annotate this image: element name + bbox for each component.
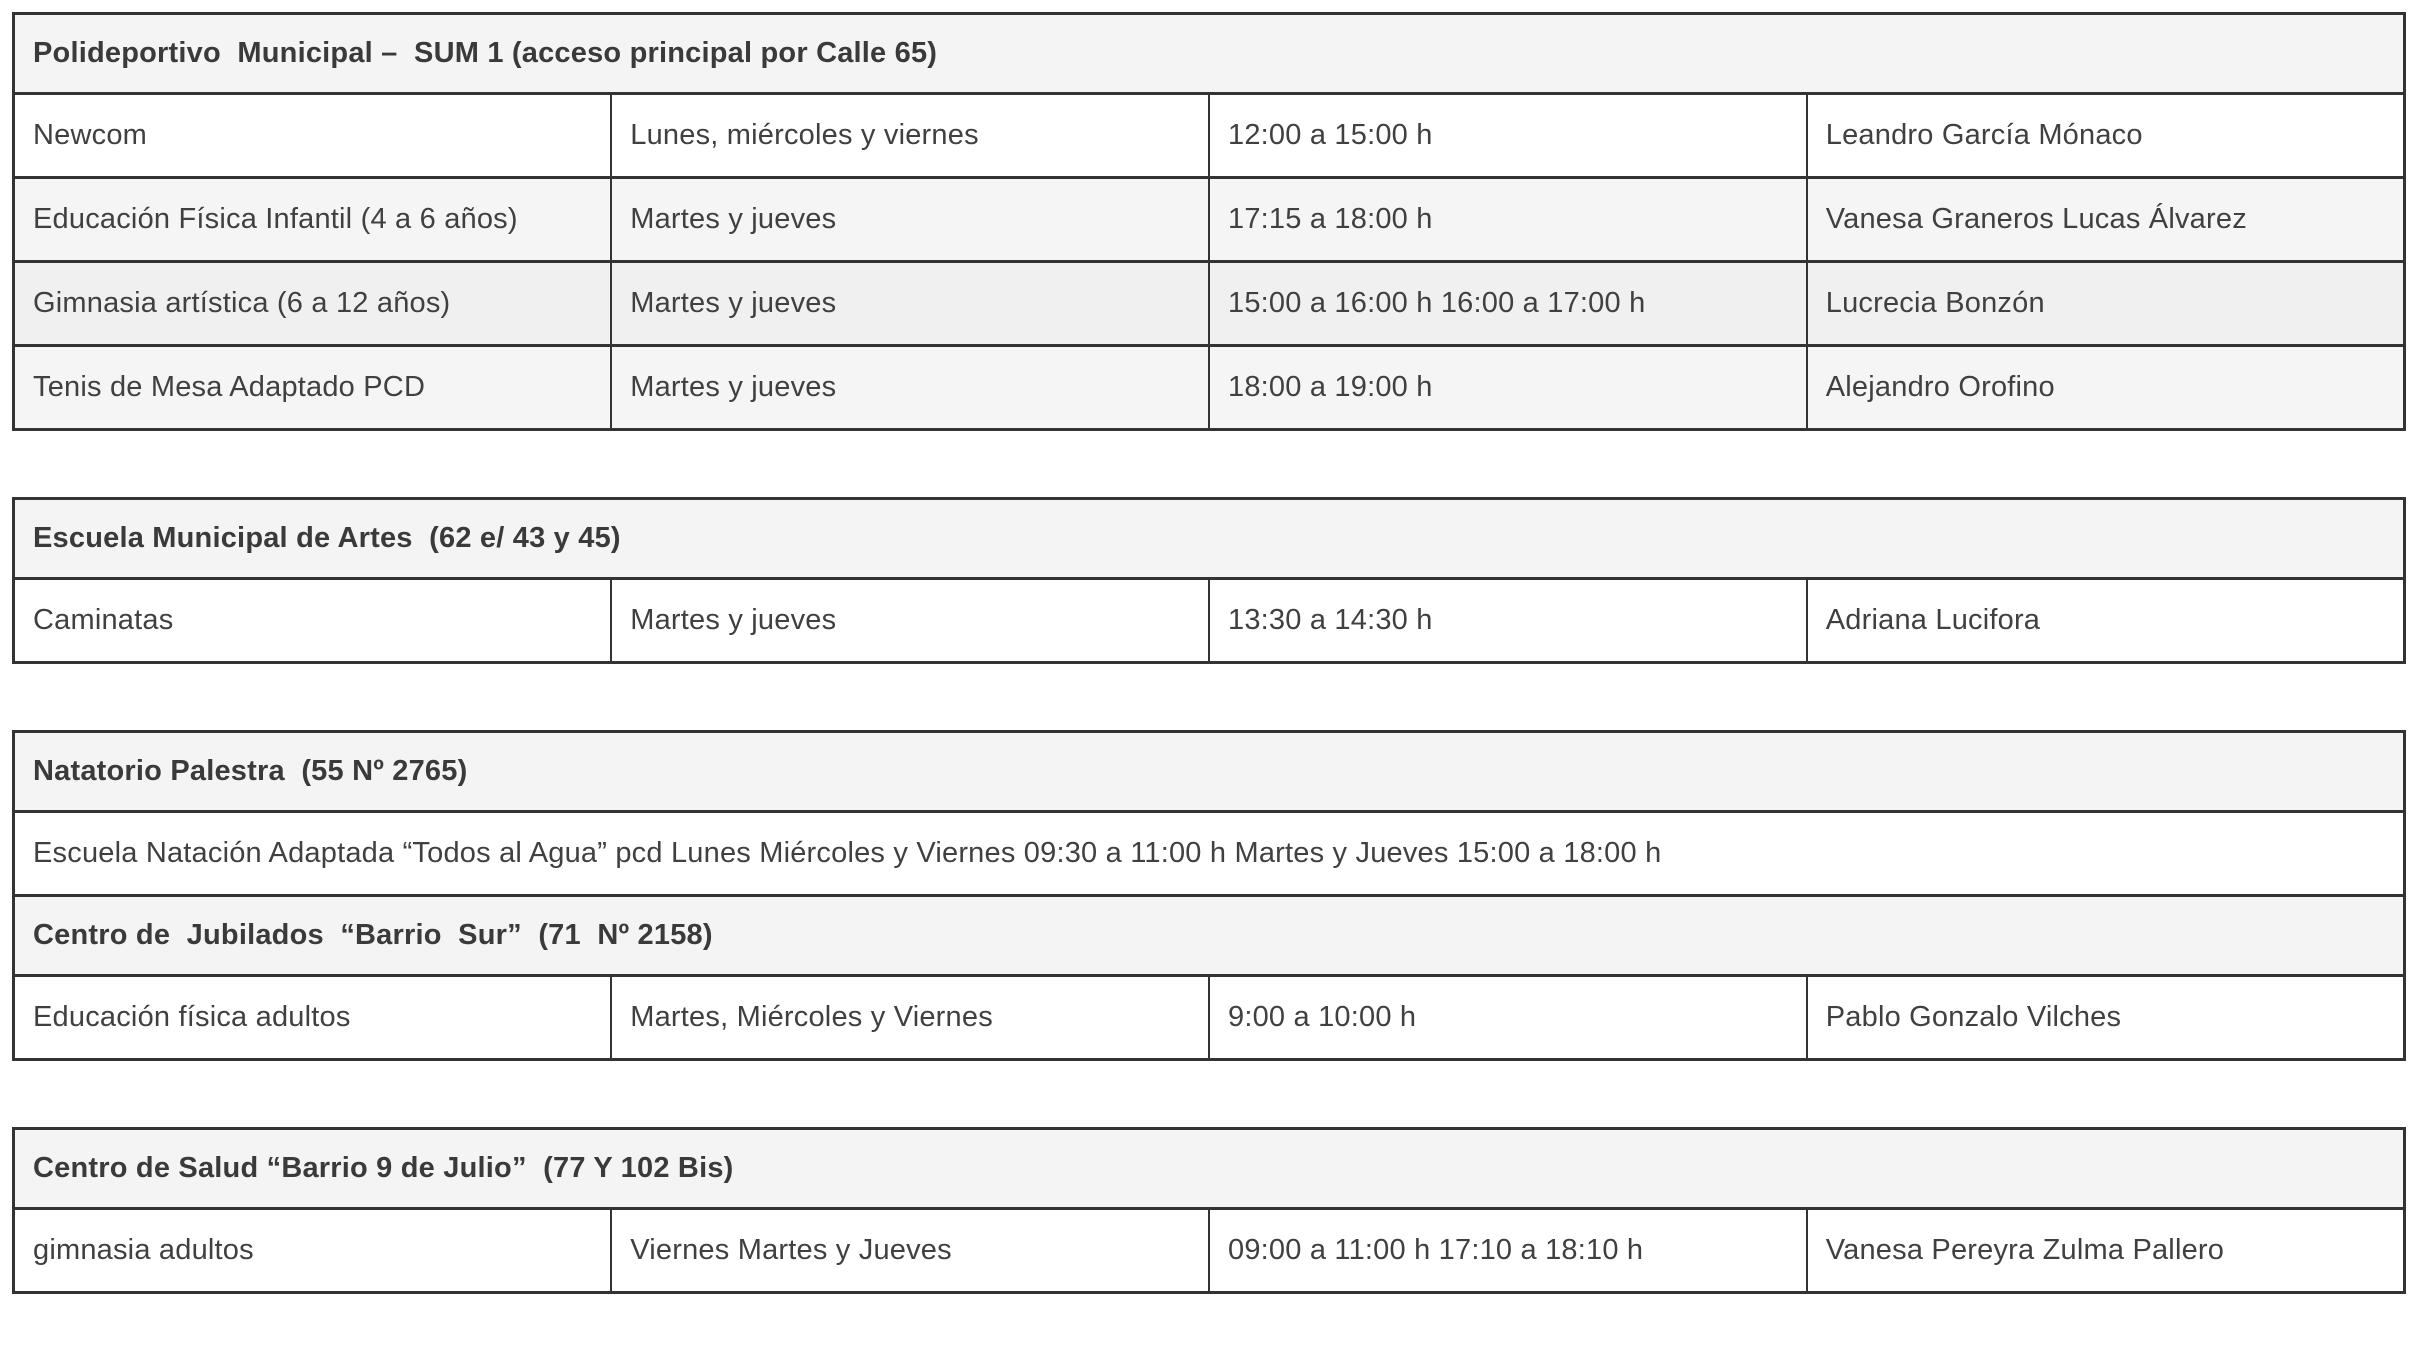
cell-days: Martes y jueves [611,262,1209,346]
venue-title: Polideportivo Municipal – SUM 1 (acceso principal por Calle 65) [14,14,2405,94]
table-row [14,579,2405,663]
table-section-header [14,1129,2405,1209]
cell-activity: gimnasia adultos [14,1209,612,1293]
cell-activity: Educación física adultos [14,976,612,1060]
venue-title: Escuela Municipal de Artes (62 e/ 43 y 45) [14,499,2405,579]
cell-activity: Educación Física Infantil (4 a 6 años) [14,178,612,262]
cell-instructor: Leandro García Mónaco [1807,94,2405,178]
cell-time: 17:15 a 18:00 h [1209,178,1807,262]
venue-title: Centro de Salud “Barrio 9 de Julio” (77 Y 102 Bis) [14,1129,2405,1209]
cell-activity: Tenis de Mesa Adaptado PCD [14,346,612,430]
cell-activity-full: Escuela Natación Adaptada “Todos al Agua” pcd Lunes Miércoles y Viernes 09:30 a 11:00 h Martes y Jueves 15:00 a 18:00 h [14,812,2405,896]
table-row [14,94,2405,178]
cell-time: 13:30 a 14:30 h [1209,579,1807,663]
cell-time: 12:00 a 15:00 h [1209,94,1807,178]
cell-time: 09:00 a 11:00 h 17:10 a 18:10 h [1209,1209,1807,1293]
cell-days: Martes y jueves [611,178,1209,262]
table-row [14,178,2405,262]
table-row [14,262,2405,346]
cell-time: 15:00 a 16:00 h 16:00 a 17:00 h [1209,262,1807,346]
cell-activity: Caminatas [14,579,612,663]
schedule-table-centro-salud [12,1127,2406,1294]
cell-activity: Gimnasia artística (6 a 12 años) [14,262,612,346]
venue-title: Centro de Jubilados “Barrio Sur” (71 Nº 2158) [14,896,2405,976]
schedule-table-polideportivo [12,12,2406,431]
schedule-table-natatorio-jubilados [12,730,2406,1061]
table-row [14,346,2405,430]
table-row-fullwidth [14,812,2405,896]
table-section-header [14,732,2405,812]
table-section-header [14,14,2405,94]
cell-days: Viernes Martes y Jueves [611,1209,1209,1293]
table-row [14,1209,2405,1293]
cell-days: Lunes, miércoles y viernes [611,94,1209,178]
cell-time: 9:00 a 10:00 h [1209,976,1807,1060]
cell-instructor: Vanesa Graneros Lucas Álvarez [1807,178,2405,262]
cell-instructor: Lucrecia Bonzón [1807,262,2405,346]
cell-activity: Newcom [14,94,612,178]
venue-title: Natatorio Palestra (55 Nº 2765) [14,732,2405,812]
cell-time: 18:00 a 19:00 h [1209,346,1807,430]
cell-days: Martes, Miércoles y Viernes [611,976,1209,1060]
table-section-header [14,499,2405,579]
cell-days: Martes y jueves [611,346,1209,430]
table-row [14,976,2405,1060]
schedule-table-escuela-artes [12,497,2406,664]
cell-days: Martes y jueves [611,579,1209,663]
cell-instructor: Pablo Gonzalo Vilches [1807,976,2405,1060]
cell-instructor: Vanesa Pereyra Zulma Pallero [1807,1209,2405,1293]
cell-instructor: Adriana Lucifora [1807,579,2405,663]
cell-instructor: Alejandro Orofino [1807,346,2405,430]
table-section-header [14,896,2405,976]
